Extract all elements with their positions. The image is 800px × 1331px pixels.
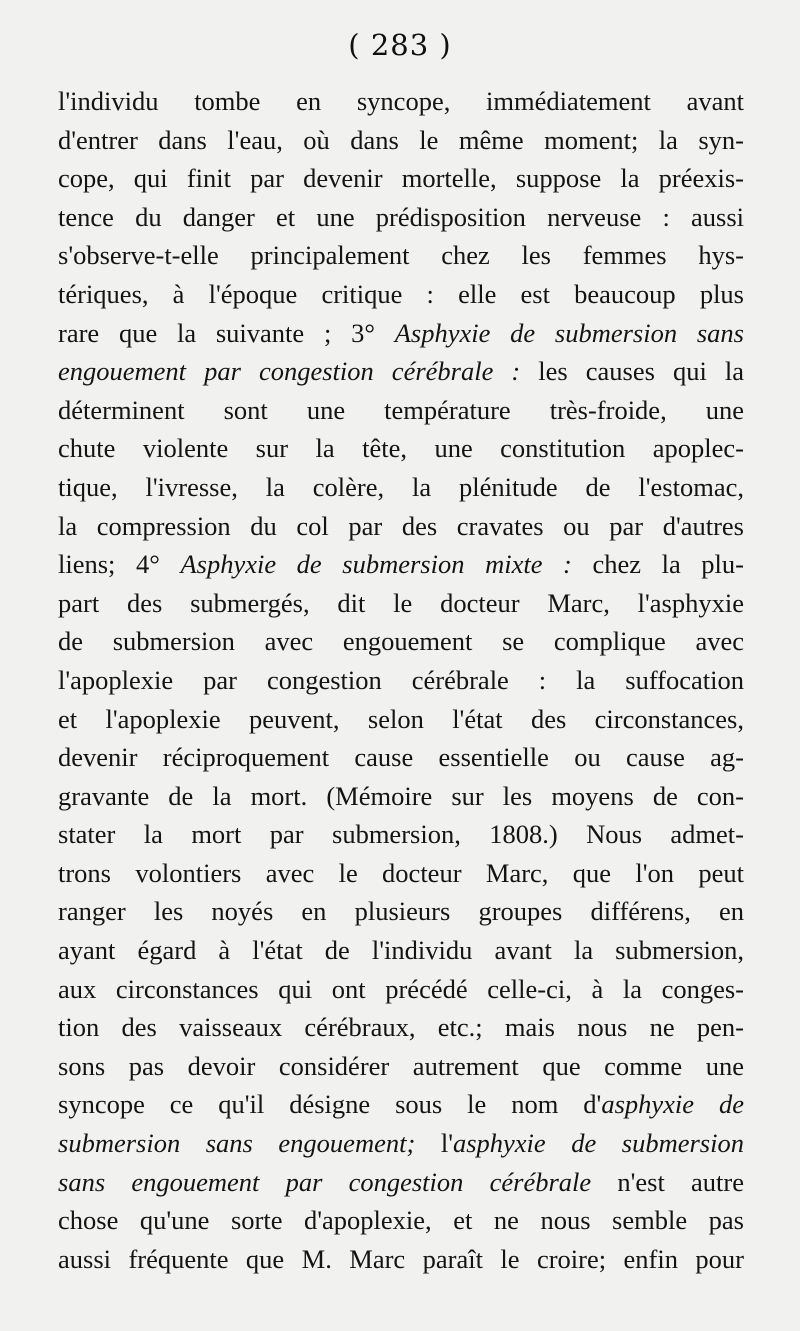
text-segment: chute violente sur la tête, une constitution apoplec- xyxy=(58,433,744,464)
text-segment: tériques, à l'époque critique : elle est beaucoup plus xyxy=(58,278,744,309)
text-line xyxy=(58,1085,744,1124)
text-line xyxy=(58,507,744,546)
text-segment: de submersion avec engouement se complique avec xyxy=(58,626,744,657)
text-segment: rare que la suivante ; 3° xyxy=(58,317,395,348)
body-text xyxy=(58,82,744,1278)
text-segment: trons volontiers avec le docteur Marc, que l'on peut xyxy=(58,857,744,888)
text-segment: part des submergés, dit le docteur Marc, l'asphyxie xyxy=(58,587,744,618)
text-line xyxy=(58,700,744,739)
text-segment: tion des vaisseaux cérébraux, etc.; mais nous ne pen- xyxy=(58,1012,744,1043)
text-segment: l' xyxy=(415,1128,453,1159)
text-segment: déterminent sont une température très-froide, une xyxy=(58,394,744,425)
italic-segment: asphyxie de submersion xyxy=(452,1128,744,1159)
text-segment: liens; 4° xyxy=(58,549,181,580)
text-segment: aux circonstances qui ont précédé celle-ci, à la conges- xyxy=(58,973,744,1004)
text-line xyxy=(58,545,744,584)
text-segment: les causes qui la xyxy=(520,356,744,387)
text-segment: cope, qui finit par devenir mortelle, suppose la préexis- xyxy=(58,163,744,194)
text-segment: ayant égard à l'état de l'individu avant la submersion, xyxy=(58,935,744,966)
text-segment: aussi fréquente que M. Marc paraît le croire; enfin pour xyxy=(58,1243,744,1274)
text-line xyxy=(58,159,744,198)
text-line xyxy=(58,468,744,507)
text-line xyxy=(58,854,744,893)
text-segment: tique, l'ivresse, la colère, la plénitude de l'estomac, xyxy=(58,471,744,502)
text-line xyxy=(58,429,744,468)
text-line xyxy=(58,1047,744,1086)
italic-segment: sans engouement par congestion cérébrale xyxy=(58,1166,592,1197)
text-line xyxy=(58,970,744,1009)
text-line xyxy=(58,352,744,391)
text-line xyxy=(58,777,744,816)
text-segment: ranger les noyés en plusieurs groupes différens, en xyxy=(58,896,744,927)
text-segment: stater la mort par submersion, 1808.) Nous admet- xyxy=(58,819,744,850)
text-segment: syncope ce qu'il désigne sous le nom d' xyxy=(58,1089,602,1120)
text-segment: chose qu'une sorte d'apoplexie, et ne nous semble pas xyxy=(58,1205,744,1236)
text-segment: n'est autre xyxy=(591,1166,744,1197)
italic-segment: Asphyxie de submersion sans xyxy=(394,317,744,348)
text-segment: s'observe-t-elle principalement chez les femmes hys- xyxy=(58,240,744,271)
text-segment: et l'apoplexie peuvent, selon l'état des circonstances, xyxy=(58,703,744,734)
text-line xyxy=(58,1240,744,1279)
text-segment: la compression du col par des cravates ou par d'autres xyxy=(58,510,744,541)
text-line xyxy=(58,815,744,854)
text-line xyxy=(58,661,744,700)
italic-segment: engouement par congestion cérébrale : xyxy=(58,356,521,387)
text-line xyxy=(58,82,744,121)
text-line xyxy=(58,391,744,430)
text-line xyxy=(58,121,744,160)
text-segment: l'individu tombe en syncope, immédiatement avant xyxy=(58,86,744,116)
text-segment: gravante de la mort. (Mémoire sur les moyens de con- xyxy=(58,780,744,811)
text-line xyxy=(58,1124,744,1163)
text-line xyxy=(58,275,744,314)
text-line xyxy=(58,198,744,237)
text-line xyxy=(58,236,744,275)
text-line xyxy=(58,622,744,661)
text-line xyxy=(58,1201,744,1240)
text-segment: devenir réciproquement cause essentielle ou cause ag- xyxy=(58,742,744,773)
text-segment: sons pas devoir considérer autrement que comme une xyxy=(58,1050,744,1081)
italic-segment: submersion sans engouement; xyxy=(58,1128,416,1159)
italic-segment: Asphyxie de submersion mixte : xyxy=(180,549,572,580)
text-line xyxy=(58,931,744,970)
text-segment: d'entrer dans l'eau, où dans le même moment; la syn- xyxy=(58,124,744,155)
page-number: ( 283 ) xyxy=(348,28,452,62)
text-line xyxy=(58,1163,744,1202)
text-line xyxy=(58,584,744,623)
text-line xyxy=(58,738,744,777)
text-line xyxy=(58,1008,744,1047)
italic-segment: asphyxie de xyxy=(601,1089,744,1120)
text-segment: l'apoplexie par congestion cérébrale : la suffocation xyxy=(58,664,744,695)
text-segment: chez la plu- xyxy=(571,549,744,580)
text-line xyxy=(58,892,744,931)
text-segment: tence du danger et une prédisposition nerveuse : aussi xyxy=(58,201,744,232)
text-line xyxy=(58,314,744,353)
